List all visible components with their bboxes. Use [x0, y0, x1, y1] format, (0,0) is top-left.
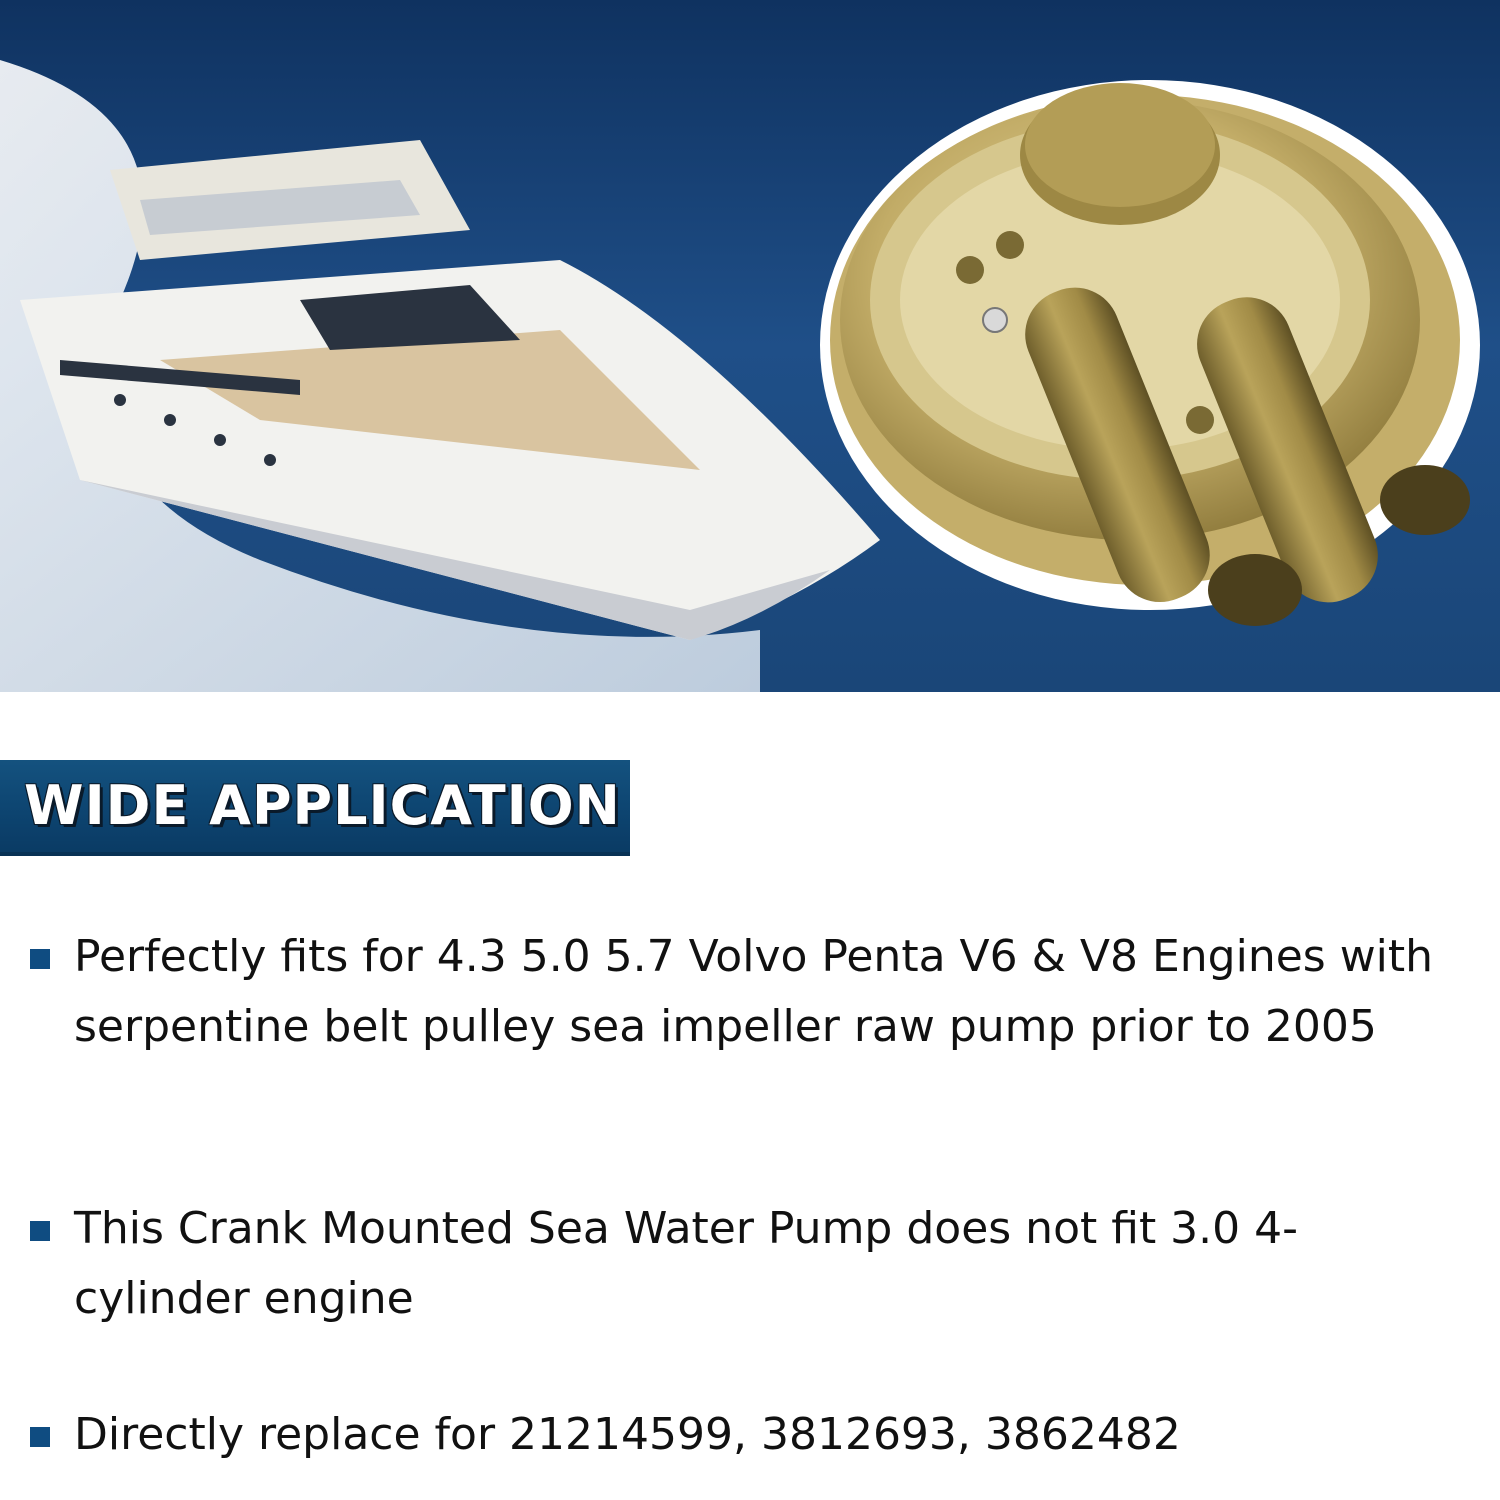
hero-image	[0, 0, 1500, 692]
section-heading-banner	[0, 760, 630, 856]
list-item-text: This Crank Mounted Sea Water Pump does not fit 3.0 4-cylinder engine	[74, 1203, 1299, 1324]
hero-illustration	[0, 0, 1500, 692]
square-bullet-icon	[30, 1427, 50, 1447]
list-item-text: Directly replace for 21214599, 3812693, 3862482	[74, 1409, 1181, 1460]
square-bullet-icon	[30, 949, 50, 969]
square-bullet-icon	[30, 1221, 50, 1241]
list-item-text: Perfectly fits for 4.3 5.0 5.7 Volvo Penta V6 & V8 Engines with serpentine belt pulley sea impeller raw pump prior to 2005	[74, 931, 1434, 1052]
section-title: WIDE APPLICATION	[24, 774, 621, 837]
